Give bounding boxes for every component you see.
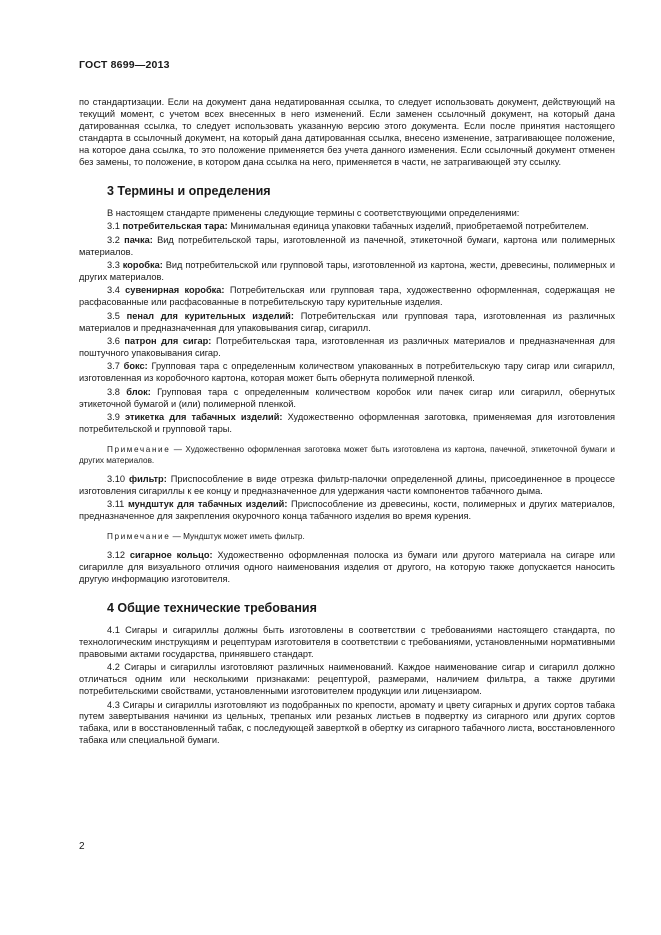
term-3-11: 3.11 мундштук для табачных изделий: Приспособление из древесины, кости, полимерных и других материалов, предназначенное для закрепления окурочного конца табачного изделия во время курения. <box>79 499 615 521</box>
term-3-7: 3.7 бокс: Групповая тара с определенным количеством упакованных в потребительскую тару сигар или сигарилл, изготовленная из коробочного картона, которая может быть обернута полимерной пленкой. <box>79 361 615 384</box>
intro-paragraph: по стандартизации. Если на документ дана недатированная ссылка, то следует использовать документ, действующий на текущий момент, с учетом всех внесенных в него изменений. Если заменен ссылочный документ, на который дана датированная ссылка, то следует использовать указанную версию этого документа. Если после принятия настоящего стандарта в ссылочный документ, на который дана датированная ссылка, внесено изменение, затрагивающее положение, на которое дана ссылка, то это положение применяется без учета данного изменения. Если ссылочный документ отменен без замены, то положение, в котором дана ссылка на него, применяется в части, не затрагивающей эту ссылку. <box>79 97 615 167</box>
note-2: Примечание — Мундштук может иметь фильтр. <box>107 531 305 541</box>
page-number: 2 <box>79 841 85 852</box>
note-1: Примечание — Художественно оформленная заготовка может быть изготовлена из картона, пачечной, этикеточной бумаги и других материалов. <box>79 444 615 465</box>
term-3-3: 3.3 коробка: Вид потребительской или групповой тары, изготовленной из картона, жести, древесины, полимерных и других материалов. <box>79 260 615 282</box>
section-4-heading: 4 Общие технические требования <box>107 601 317 616</box>
term-3-1: 3.1 потребительская тара: Минимальная единица упаковки табачных изделий, приобретаемой потребителем. <box>107 221 589 232</box>
term-3-10: 3.10 фильтр: Приспособление в виде отрезка фильтр-палочки определенной длины, присоединенное в процессе изготовления сигариллы к ее концу и предназначенное для удержания части компонентов табачного дыма. <box>79 473 616 496</box>
section-3-lead: В настоящем стандарте применены следующие термины с соответствующими определениями: <box>107 207 520 218</box>
term-3-4: 3.4 сувенирная коробка: Потребительская или групповая тара, художественно оформленная, содержащая не расфасованные или расфасованные в потребительскую тару курительные изделия. <box>79 285 616 308</box>
term-3-8: 3.8 блок: Групповая тара с определенным количеством коробок или пачек сигар или сигарилл, обернутых этикеточной бумагой и (или) полимерной пленкой. <box>79 386 615 409</box>
term-3-5: 3.5 пенал для курительных изделий: Потребительская или групповая тара, изготовленная из различных материалов и предназначенная для упаковывания сигар, сигарилл. <box>79 310 615 333</box>
clause-4-3: 4.3 Сигары и сигариллы изготовляют из подобранных по крепости, аромату и цвету сигарных и других сортов табака путем завертывания начинки из цельных, трепаных или резаных листьев в подвертку из сигарного или других сортов табака, или в восстановленный табак, с последующей заверткой в обертку из сигарного табачного листа, восстановленного табака или специальной бумаги. <box>79 699 615 746</box>
term-3-12: 3.12 сигарное кольцо: Художественно оформленная полоска из бумаги или другого материала на сигаре или сигарилле для визуального отличия одного наименования изделия от другого, на которую также допускается наносить другую информацию изготовителя. <box>79 549 616 584</box>
document-header: ГОСТ 8699—2013 <box>79 59 170 71</box>
section-3-heading: 3 Термины и определения <box>107 183 271 198</box>
term-3-6: 3.6 патрон для сигар: Потребительская тара, изготовленная из различных материалов и предназначенная для поштучного упаковывания сигар. <box>79 336 615 358</box>
clause-4-2: 4.2 Сигары и сигариллы изготовляют различных наименований. Каждое наименование сигар и сигарилл должно отличаться одним или несколькими признаками: рецептурой, размерами, наличием фильтра, а также другими потребительскими свойствами, установленными изготовителем продукции или лицензиаром. <box>79 662 615 697</box>
term-3-2: 3.2 пачка: Вид потребительской тары, изготовленной из пачечной, этикеточной бумаги, картона или полимерных материалов. <box>79 234 615 257</box>
clause-4-1: 4.1 Сигары и сигариллы должны быть изготовлены в соответствии с требованиями настоящего стандарта, по технологическим инструкциям и рецептурам изготовителя в соответствии с требованиями, установленными нормативными правовыми актами государства, принявшего стандарт. <box>79 625 615 659</box>
term-3-9: 3.9 этикетка для табачных изделий: Художественно оформленная заготовка, применяемая для изготовления потребительской и групповой тары. <box>79 411 615 434</box>
document-body <box>79 97 615 749</box>
